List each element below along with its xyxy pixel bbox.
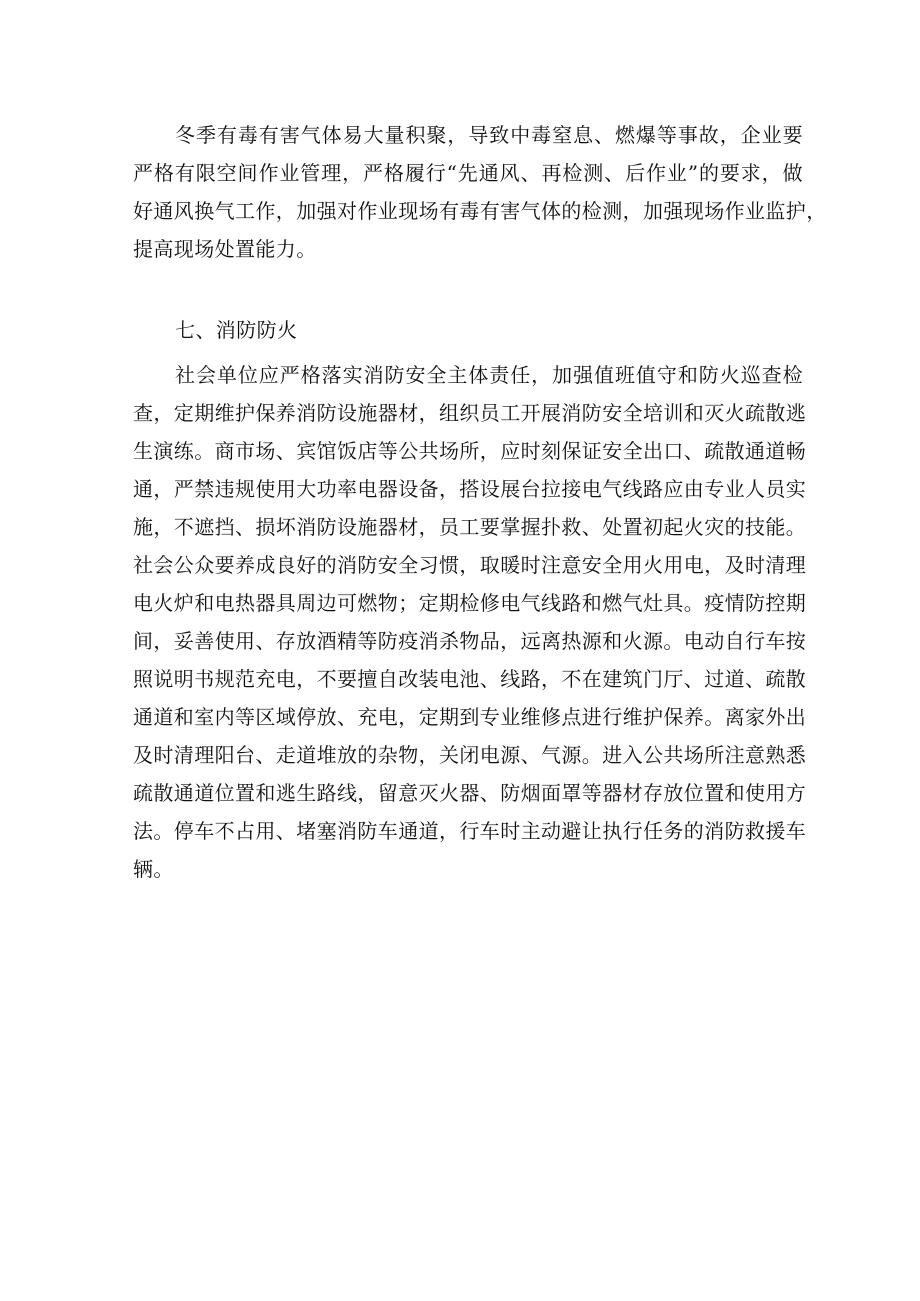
section-heading-fire-prevention <box>133 311 803 349</box>
paragraph-line: 严格有限空间作业管理，严格履行“先通风、再检测、后作业”的要求，做 <box>133 161 803 185</box>
paragraph-line: 好通风换气工作，加强对作业现场有毒有害气体的检测，加强现场作业监护， <box>133 199 827 223</box>
paragraph-line: 疏散通道位置和逃生路线，留意灭火器、防烟面罩等器材存放位置和使用方 <box>133 781 807 805</box>
paragraph-fire-safety <box>133 356 807 888</box>
paragraph-line: 电火炉和电热器具周边可燃物；定期检修电气线路和燃气灶具。疫情防控期 <box>133 591 807 615</box>
paragraph-line: 法。停车不占用、堵塞消防车通道，行车时主动避让执行任务的消防救援车 <box>133 819 807 843</box>
paragraph-toxic-gas <box>133 116 827 268</box>
paragraph-line: 照说明书规范充电，不要擅自改装电池、线路，不在建筑门厅、过道、疏散 <box>133 667 807 691</box>
paragraph-line: 冬季有毒有害气体易大量积聚，导致中毒窒息、燃爆等事故，企业要 <box>175 123 803 147</box>
paragraph-line: 及时清理阳台、走道堆放的杂物，关闭电源、气源。进入公共场所注意熟悉 <box>133 743 807 767</box>
paragraph-line: 通道和室内等区域停放、充电，定期到专业维修点进行维护保养。离家外出 <box>133 705 807 729</box>
paragraph-line: 提高现场处置能力。 <box>133 237 317 261</box>
paragraph-line: 间，妥善使用、存放酒精等防疫消杀物品，远离热源和火源。电动自行车按 <box>133 629 807 653</box>
paragraph-line: 施，不遮挡、损坏消防设施器材，员工要掌握扑救、处置初起火灾的技能。 <box>133 515 807 539</box>
paragraph-line: 辆。 <box>133 857 174 881</box>
paragraph-line: 社会单位应严格落实消防安全主体责任，加强值班值守和防火巡查检 <box>175 363 803 387</box>
paragraph-line: 社会公众要养成良好的消防安全习惯，取暖时注意安全用火用电，及时清理 <box>133 553 807 577</box>
paragraph-line: 生演练。商市场、宾馆饭店等公共场所，应时刻保证安全出口、疏散通道畅 <box>133 439 807 463</box>
section-heading: 七、消防防火 <box>175 318 298 342</box>
paragraph-line: 通，严禁违规使用大功率电器设备，搭设展台拉接电气线路应由专业人员实 <box>133 477 807 501</box>
paragraph-line: 查，定期维护保养消防设施器材，组织员工开展消防安全培训和灭火疏散逃 <box>133 401 807 425</box>
